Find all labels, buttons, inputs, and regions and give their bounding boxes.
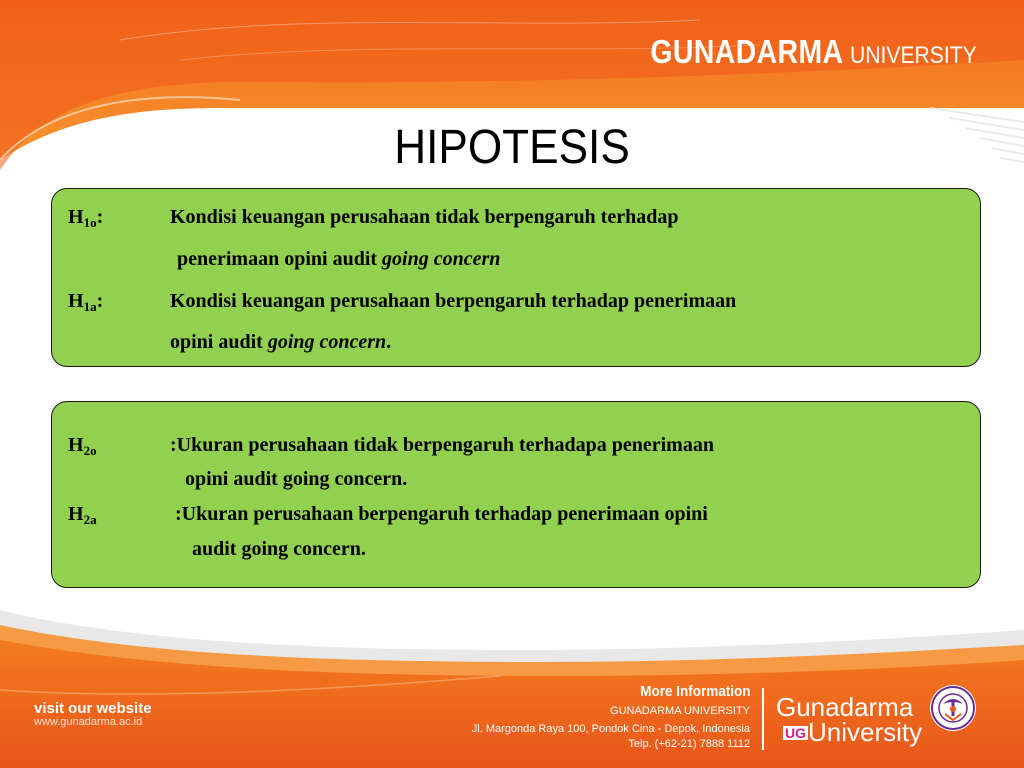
footer-university-name: GUNADARMA UNIVERSITY <box>610 705 750 717</box>
ug-mark: UG <box>785 725 806 741</box>
hypothesis-box-2 <box>51 401 981 588</box>
website-url[interactable]: www.gunadarma.ac.id <box>34 716 143 728</box>
logo-line-2: University <box>808 717 923 747</box>
h2a-line1: :Ukuran perusahaan berpengaruh terhadap penerimaan opini <box>175 503 708 525</box>
h2o-line1: :Ukuran perusahaan tidak berpengaruh terhadapa penerimaan <box>170 434 714 456</box>
brand-suffix: UNIVERSITY <box>849 42 977 69</box>
h1o-line1: Kondisi keuangan perusahaan tidak berpengaruh terhadap <box>170 206 679 228</box>
logo-line-1: Gunadarma <box>776 692 914 722</box>
brand-name: GUNADARMA <box>650 33 844 70</box>
more-information-heading: More Information <box>639 683 750 700</box>
slide-title: HIPOTESIS <box>394 121 630 174</box>
h2a-line2: audit going concern. <box>192 538 366 560</box>
h1a-line2: opini audit going concern. <box>170 331 392 353</box>
university-brand <box>619 33 994 69</box>
h2o-line2: opini audit going concern. <box>185 468 408 490</box>
h1a-label: $H_{1a}$: <box>68 290 104 314</box>
h1a-line1: Kondisi keuangan perusahaan berpengaruh terhadap penerimaan <box>170 290 737 312</box>
footer-phone: Telp. (+62-21) 7888 1112 <box>628 738 750 750</box>
visit-website-title: visit our website <box>34 700 152 717</box>
h1o-label: $H_{1o}$: <box>68 206 104 230</box>
footer-address: Jl. Margonda Raya 100, Pondok Cina - Depok, Indonesia <box>471 723 750 735</box>
h2o-label: $H_{2o}$ <box>68 434 97 458</box>
university-seal-icon <box>929 684 977 732</box>
footer-divider <box>762 688 764 750</box>
h2a-label: $H_{2a}$ <box>68 503 97 527</box>
h1o-line2: penerimaan opini audit going concern <box>177 248 501 270</box>
